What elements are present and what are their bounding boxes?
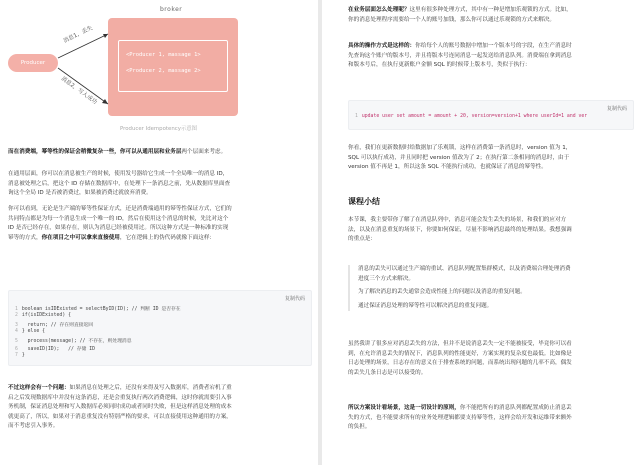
arrow-bottom-label: 消息2，写入成功 — [59, 75, 98, 106]
message-2: <Producer 2, massage 2> — [126, 68, 201, 74]
paragraph-tradeoff: 虽然我讲了很多应对消息丢失的方法，但并不是说消息丢失一定不能被接受，毕竟你可以看 到，在允许消息丢失的情况下，消息队列的性能更好，方案实现的复杂度也最低。比如像是 日志处理的场景，日志存在的意义在于排查系统的问题，而系统出现问题的几率不高，偶发 的丢失几条日志是可以接受的。 — [348, 341, 572, 376]
code-line: 4 } else { — [15, 329, 45, 334]
producer-node: Producer — [8, 54, 58, 72]
paragraph-version-steps: 具体的操作方式是这样的：你给每个人的账号数据中增加一个版本号的字段，在生产消息时 先查询这个账户的版本号，并且将版本号连同消息一起发送给消息队列。消费端在拿到消息 和版本号后，在执行更新账户金额 SQL 的时候带上版本号，类似于执行： — [348, 43, 572, 69]
code-line: 6 saveID(ID); // 存储 ID — [15, 347, 96, 352]
code-line: 7 } — [15, 353, 25, 358]
arrow-bottom-line — [58, 68, 108, 104]
section-heading-summary: 课程小结 — [348, 197, 380, 206]
copy-code-button[interactable]: 复制代码 — [284, 296, 305, 302]
paragraph-unique-id: 你可以看到，无论是生产端的幂等性保证方式，还是消费端通用的幂等性保证方式，它们的 共同特点都是为每一个消息生成一个唯一的 ID，然后在使用这个消息的时候，先比对这个 ID 是否已经存在，如果存在，则认为消息已经被使用过。所以这种方式是一种标准的实现 幂等的方式，你在项目之中可以拿来直接使用，它在逻辑上的伪代码就像下面这样： — [8, 206, 232, 241]
paragraph-summary: 本节课，我主要带你了解了在消息队列中，消息可能会发生丢失的场景，和我们的应对方 法，以及在消息重复的场景下，你要如何保证，尽量不影响消息最终的处理结果。我想强调 的重点是： — [348, 217, 572, 243]
left-page — [0, 0, 318, 465]
paragraph-general-layer: 在通用层面，你可以在消息被生产的时候，使用发号器给它生成一个全局唯一的消息 ID， 消息被处理之后，把这个 ID 存储在数据库中，在处理下一条消息之前，先从数据库里面查 询这个全局 ID 是否被消费过，如果被消费过就放弃消费。 — [8, 171, 231, 197]
code-line: 1 boolean isIDExisted = selectByID(ID); // 判断 ID 是否存在 — [15, 307, 181, 312]
code-block-pseudo — [8, 290, 312, 366]
code-line: 3 return; // 存在则直接返回 — [15, 323, 94, 328]
code-block-sql — [348, 100, 634, 130]
diagram-arrows — [0, 0, 318, 130]
code-line: 2 if(isIDExisted) { — [15, 313, 71, 318]
code-line: 5 process(message); // 不存在，则处理消息 — [15, 339, 132, 344]
copy-code-button[interactable]: 复制代码 — [606, 106, 627, 112]
right-page — [322, 0, 640, 465]
quote-item: 通过保证消息处理的幂等性可以解决消息的重复问题。 — [358, 302, 493, 309]
paragraph-consumer-intro: 而在消费端，幂等性的保证会稍微复杂一些，你可以从通用层和业务层两个层面来考虑。 — [8, 149, 227, 155]
broker-title: broker — [160, 6, 183, 13]
message-1: <Producer 1, massage 1> — [126, 52, 201, 58]
paragraph-problem: 不过这样会有一个问题：如果消息在处理之后，还没有来得及写入数据库，消费者宕机了重 启之后发现数据库中并没有这条消息，还是会重复执行两次消费逻辑，这时你就需要引入事 务机制，保证消息处理和写入数据库必须同时成功或者同时失败，但是这样消息处理的成本 就更高了，所以，如果对于消息重复没有特别严格的要求，可以直接使用这种通用的方案， 而不考虑引入事务。 — [8, 385, 232, 430]
quote-item: 消息的丢失可以通过生产端的重试、消息队列配置集群模式，以及消费端合理处理消费 进度三个方式来解决。 — [358, 266, 571, 282]
paragraph-business-layer: 在业务层面怎么处理呢？这里有很多种处理方式，其中有一种是增加乐观锁的方式。比如， 你的消息处理程序需要给一个人的账号加钱，那么你可以通过乐观锁的方式来解决。 — [348, 7, 572, 23]
arrow-top-label: 消息1，丢失 — [62, 25, 94, 45]
code-line: 1 update user set amount = amount + 20, version=version+1 where userId=1 and ver — [355, 114, 588, 119]
quote-item: 为了解决消息的丢失通常会造成性能上的问题以及消息的重复问题。 — [358, 289, 526, 296]
summary-quote — [348, 265, 634, 311]
figure-caption: Producer Idempotency示意图 — [120, 126, 198, 132]
paragraph-optimistic-lock: 你看，我们在更新数据时给数据加了乐观锁，这样在消费第一条消息时，version 值为 1， SQL 可以执行成功，并且同时把 version 值改为了 2；在执行第二条相同的消息时，由于 version 值不再是 1，所以这条 SQL 不能执行成功，也就保证了消息的幂等性。 — [348, 145, 572, 171]
arrow-bottom-head — [102, 99, 108, 104]
paragraph-design-principle: 所以方案设计看场景，这是一切设计的原则，你不能把所有的消息队列都配置成防止消息丢 失的方式，也不能要求所有的业务处理逻辑都要支持幂等性，这样会给开发和运维带来额外 的负担。 — [348, 405, 572, 431]
